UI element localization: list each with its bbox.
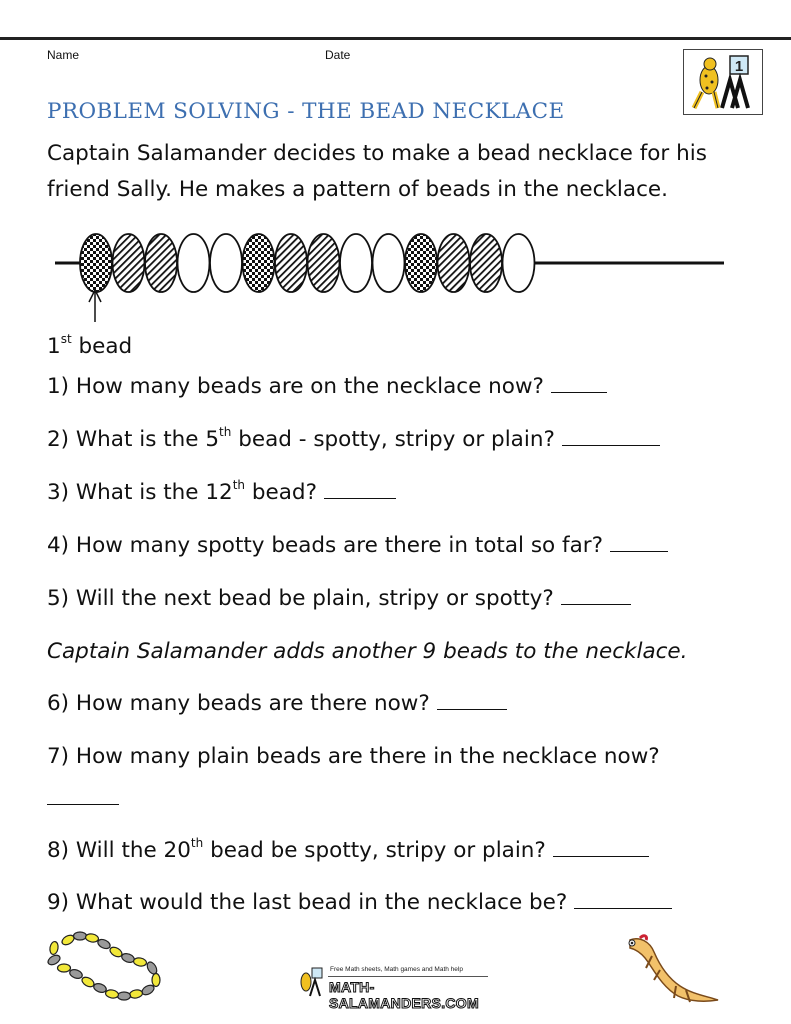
question-7: 7) How many plain beads are there in the necklace now?: [47, 744, 660, 769]
bead-stripy: [145, 234, 177, 292]
answer-blank-8[interactable]: [553, 855, 649, 857]
bead-plain: [210, 234, 242, 292]
site-name: MATH-SALAMANDERS.COM: [329, 979, 479, 1011]
bead-necklace: [0, 230, 791, 330]
bead-spotty: [243, 234, 275, 292]
site-tagline: Free Math sheets, Math games and Math help: [330, 966, 463, 973]
page-title: PROBLEM SOLVING - THE BEAD NECKLACE: [47, 99, 565, 124]
bead-loop-illustration: [40, 922, 170, 1012]
answer-blank-5[interactable]: [561, 603, 631, 605]
bead-spotty: [405, 234, 437, 292]
answer-blank-1[interactable]: [551, 391, 607, 393]
answer-blank-6[interactable]: [437, 708, 507, 710]
bead-plain: [373, 234, 405, 292]
salamander-mini-icon: [296, 966, 326, 998]
question-4: 4) How many spotty beads are there in total so far?: [47, 533, 668, 558]
bead-stripy: [438, 234, 470, 292]
loop-bead: [58, 964, 71, 972]
loop-bead: [133, 957, 147, 967]
answer-blank-9[interactable]: [574, 907, 672, 909]
loop-bead: [118, 992, 131, 1000]
question-5: 5) Will the next bead be plain, stripy or spotty?: [47, 586, 631, 611]
name-label: Name: [47, 48, 80, 62]
loop-bead: [69, 968, 84, 980]
loop-bead: [105, 989, 119, 999]
question-9: 9) What would the last bead in the necklace be?: [47, 890, 672, 915]
question-7-answer: [47, 786, 119, 811]
date-label: Date: [325, 48, 351, 62]
story-note: Captain Salamander adds another 9 beads to the necklace.: [47, 639, 688, 664]
bead-plain: [340, 234, 372, 292]
answer-blank-4[interactable]: [610, 550, 668, 552]
question-8: 8) Will the 20th bead be spotty, stripy or plain?: [47, 838, 649, 863]
question-3: 3) What is the 12th bead?: [47, 480, 396, 505]
grade-number: 1: [734, 58, 744, 75]
bead-spotty: [80, 234, 112, 292]
salamander-illustration: [618, 930, 728, 1008]
loop-bead: [49, 941, 59, 955]
question-6: 6) How many beads are there now?: [47, 691, 507, 716]
question-1: 1) How many beads are on the necklace now?: [47, 374, 607, 399]
bead-stripy: [470, 234, 502, 292]
answer-blank-2[interactable]: [562, 444, 660, 446]
top-rule: [0, 37, 791, 40]
loop-bead: [129, 989, 143, 999]
bead-plain: [503, 234, 535, 292]
site-logo: [296, 964, 506, 1011]
bead-stripy: [308, 234, 340, 292]
answer-blank-7[interactable]: [47, 803, 119, 805]
loop-bead: [74, 932, 87, 940]
bead-stripy: [113, 234, 145, 292]
loop-bead: [152, 974, 160, 987]
first-bead-label: 1st bead: [47, 332, 133, 360]
intro-paragraph: Captain Salamander decides to make a bead necklace for his friend Sally. He makes a pattern of beads in the necklace.: [47, 141, 707, 202]
bead-plain: [178, 234, 210, 292]
answer-blank-3[interactable]: [324, 497, 396, 499]
bead-stripy: [275, 234, 307, 292]
question-2: 2) What is the 5th bead - spotty, stripy or plain?: [47, 427, 660, 452]
grade-logo: [683, 49, 763, 115]
loop-bead: [85, 933, 99, 943]
